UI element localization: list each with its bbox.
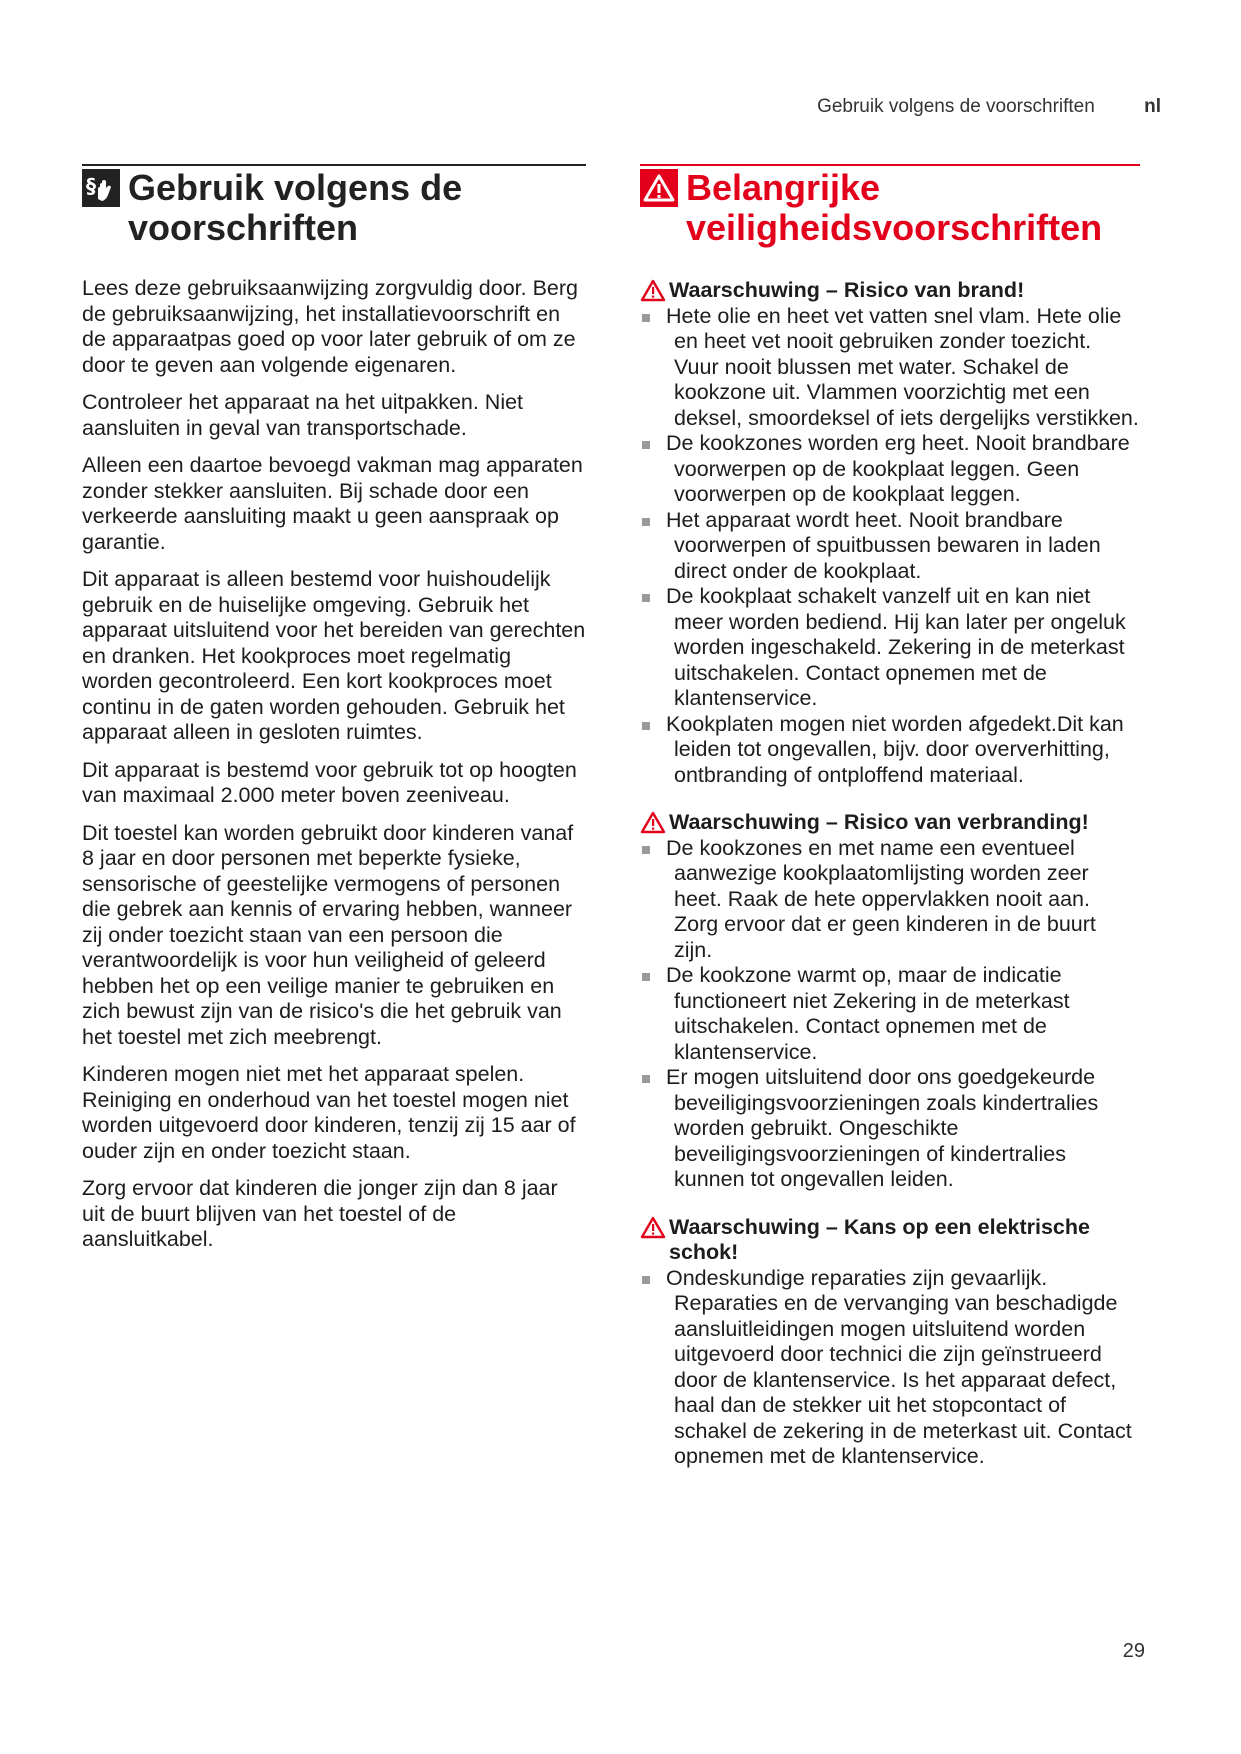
left-column — [82, 164, 586, 1265]
bullet-icon — [642, 594, 650, 602]
page-number: 29 — [1122, 1640, 1145, 1662]
warning-list — [640, 1266, 1140, 1470]
warning-burn — [640, 810, 1140, 1193]
warning-heading — [640, 278, 1140, 304]
list-item: Het apparaat wordt heet. Nooit brandbare voorwerpen of spuitbussen bewaren in laden direct onder de kookplaat. — [640, 508, 1140, 585]
warning-heading — [640, 1215, 1140, 1266]
list-item: Kookplaten mogen niet worden afgedekt.Dit kan leiden tot ongevallen, bijv. door oververhitting, ontbranding of ontploffend materiaal. — [640, 712, 1140, 789]
header-section-title: Gebruik volgens de voorschriften — [817, 96, 1095, 117]
paragraph: Lees deze gebruiksaanwijzing zorgvuldig door. Berg de gebruiksaanwijzing, het installatievoorschrift en de apparaatpas goed op voor later gebruik of om ze door te geven aan volgende eigenaren. — [82, 276, 579, 377]
warning-icon — [640, 811, 666, 835]
list-item: Hete olie en heet vet vatten snel vlam. Hete olie en heet vet nooit gebruiken zonder toezicht. Vuur nooit blussen met water. Schakel de kookzone uit. Vlammen voorzichtig met een deksel, smoordeksel of iets dergelijks verstikken. — [640, 304, 1140, 432]
running-header — [817, 96, 1161, 118]
right-section-title — [640, 168, 1140, 248]
right-title-line1: Belangrijke — [686, 167, 881, 208]
paragraph: Kinderen mogen niet met het apparaat spelen. Reiniging en onderhoud van het toestel mogen niet worden uitgevoerd door kinderen, tenzij zij 15 aar of ouder zijn en onder toezicht staan. — [82, 1062, 576, 1163]
warning-fire — [640, 278, 1140, 788]
list-item: De kookzones en met name een eventueel aanwezige kookplaatomlijsting worden zeer heet. Raak de hete oppervlakken nooit aan. Zorg ervoor dat er geen kinderen in de buurt zijn. — [640, 836, 1140, 964]
list-item: Er mogen uitsluitend door ons goedgekeurde beveiligingsvoorzieningen zoals kindertralies worden gebruikt. Ongeschikte beveiligingsvoorzieningen of kindertralies kunnen tot ongevallen leiden. — [640, 1065, 1140, 1193]
warning-triangle-icon — [640, 169, 678, 207]
bullet-icon — [642, 1075, 650, 1083]
right-column — [640, 164, 1140, 1492]
list-item: De kookzone warmt op, maar de indicatie functioneert niet Zekering in de meterkast uitschakelen. Contact opnemen met de klantenservice. — [640, 963, 1140, 1065]
bullet-icon — [642, 441, 650, 449]
bullet-icon — [642, 518, 650, 526]
paragraph: Zorg ervoor dat kinderen die jonger zijn dan 8 jaar uit de buurt blijven van het toestel of de aansluitkabel. — [82, 1176, 558, 1251]
warning-heading — [640, 810, 1140, 836]
paragraph: Dit toestel kan worden gebruikt door kinderen vanaf 8 jaar en door personen met beperkte fysieke, sensorische of geestelijke vermogens of personen die gebrek aan kennis of ervaring hebben, wanneer zij onder toezicht staan van een persoon die verantwoordelijk is voor hun veiligheid of geleerd hebben het op een veilige manier te gebruiken en zich bewust zijn van de risico's die het gebruik van het toestel met zich meebrengt. — [82, 820, 574, 1049]
warning-heading-text: Waarschuwing – Risico van verbranding! — [669, 810, 1089, 834]
right-title-line2: veiligheidsvoorschriften — [686, 207, 1103, 248]
list-item: De kookzones worden erg heet. Nooit brandbare voorwerpen op de kookplaat leggen. Geen voorwerpen op de kookplaat leggen. — [640, 431, 1140, 508]
paragraph: Alleen een daartoe bevoegd vakman mag apparaten zonder stekker aansluiten. Bij schade door een verkeerde aansluiting maakt u geen aanspraak op garantie. — [82, 453, 583, 554]
bullet-icon — [642, 314, 650, 322]
paragraph: Dit apparaat is bestemd voor gebruik tot op hoogten van maximaal 2.000 meter boven zeeniveau. — [82, 757, 577, 807]
left-body — [82, 276, 586, 1253]
svg-text:§: § — [86, 174, 96, 198]
warning-list — [640, 836, 1140, 1193]
warning-icon — [640, 1216, 666, 1240]
paragraph: Dit apparaat is alleen bestemd voor huishoudelijk gebruik en de huiselijke omgeving. Gebruik het apparaat uitsluitend voor het bereiden van gerechten en dranken. Het kookproces moet regelmatig worden gecontroleerd. Een kort kookproces moet continu in de gaten worden gehouden. Gebruik het apparaat alleen in gesloten ruimtes. — [82, 567, 586, 744]
bullet-icon — [642, 973, 650, 981]
warning-icon — [640, 279, 666, 303]
regulation-hand-icon — [82, 169, 120, 207]
list-item: De kookplaat schakelt vanzelf uit en kan niet meer worden bediend. Hij kan later per ongeluk worden ingeschakeld. Zekering in de meterkast uitschakelen. Contact opnemen met de klantenservice. — [640, 584, 1140, 712]
paragraph: Controleer het apparaat na het uitpakken. Niet aansluiten in geval van transportschade. — [82, 390, 524, 440]
warning-list — [640, 304, 1140, 789]
left-title-line2: voorschriften — [128, 207, 359, 248]
bullet-icon — [642, 846, 650, 854]
bullet-icon — [642, 1276, 650, 1284]
header-language: nl — [1144, 96, 1161, 117]
warning-heading-text: Waarschuwing – Kans op een elektrische schok! — [669, 1214, 1090, 1264]
bullet-icon — [642, 722, 650, 730]
left-section-title — [82, 168, 586, 248]
left-title-line1: Gebruik volgens de — [128, 167, 463, 208]
list-item: Ondeskundige reparaties zijn gevaarlijk. Reparaties en de vervanging van beschadigde aansluitleidingen mogen uitsluitend worden uitgevoerd door technici die zijn geïnstrueerd door de klantenservice. Is het apparaat defect, haal dan de stekker uit het stopcontact of schakel de zekering in de meterkast uit. Contact opnemen met de klantenservice. — [640, 1266, 1140, 1470]
warning-electric-shock — [640, 1215, 1140, 1470]
warning-heading-text: Waarschuwing – Risico van brand! — [669, 278, 1025, 302]
